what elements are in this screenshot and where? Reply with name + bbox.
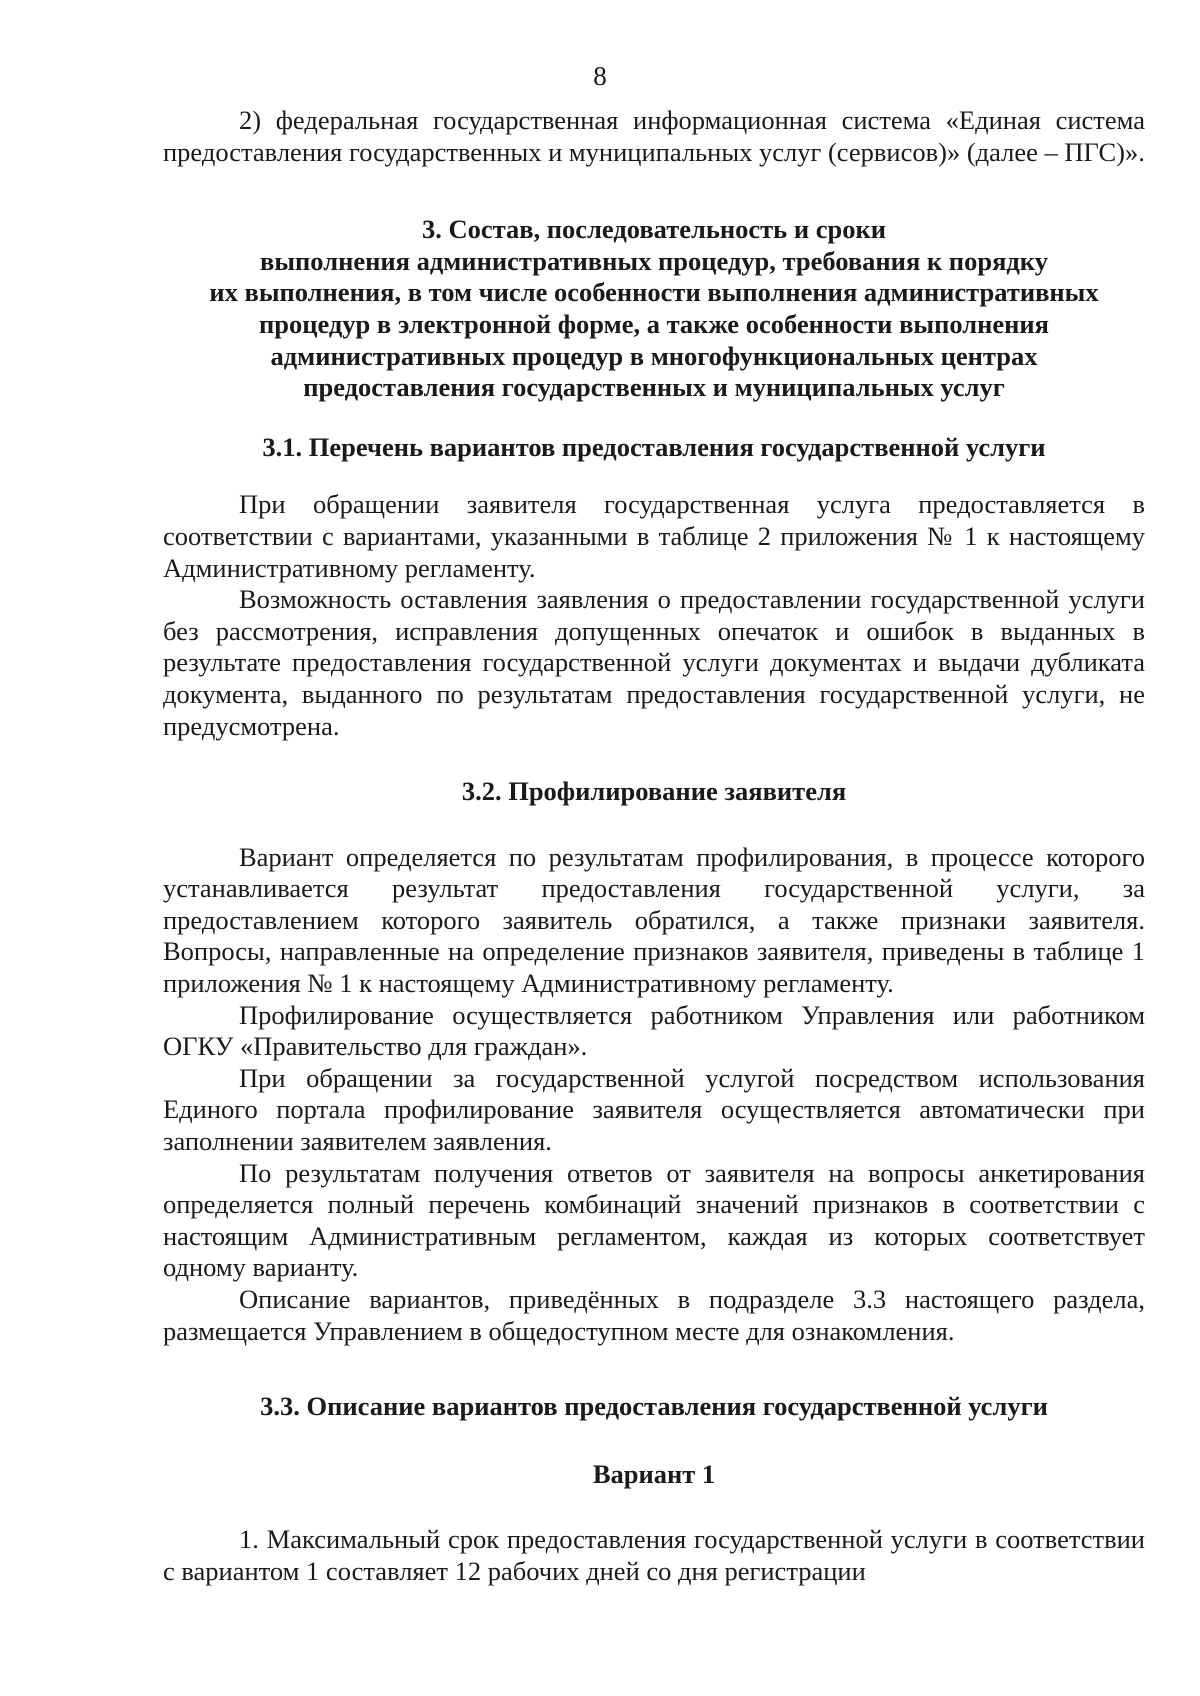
paragraph: Профилирование осуществляется работником Управления или работником ОГКУ «Правительство для граждан». (163, 999, 1145, 1062)
section-3-heading-line: процедур в электронной форме, а также особенности выполнения (258, 308, 1050, 339)
section-3-heading-line: административных процедур в многофункциональных центрах (270, 340, 1038, 371)
subsection-3-3-heading: 3.3. Описание вариантов предоставления государственной услуги (260, 1391, 1048, 1422)
variant-1-heading: Вариант 1 (592, 1458, 716, 1489)
subsection-3-1-heading: 3.1. Перечень вариантов предоставления государственной услуги (262, 431, 1046, 462)
paragraph: При обращении заявителя государственная услуга предоставляется в соответствии с вариантами, указанными в таблице 2 приложения № 1 к настоящему Административному регламенту. (163, 489, 1145, 583)
section-3-heading (163, 214, 1145, 404)
subsection-3-2-heading: 3.2. Профилирование заявителя (461, 776, 847, 807)
paragraph: При обращении за государственной услугой посредством использования Единого портала профилирование заявителя осуществляется автоматически при заполнении заявителем заявления. (163, 1062, 1145, 1157)
section-3-heading-line: 3. Состав, последовательность и сроки (421, 214, 886, 245)
section-3-heading-line: предоставления государственных и муниципальных услуг (303, 372, 1005, 403)
page-number: 8 (593, 61, 607, 91)
section-3-heading-line: их выполнения, в том числе особенности выполнения административных (209, 277, 1099, 308)
paragraph: Вариант определяется по результатам профилирования, в процессе которого устанавливается результат предоставления государственной услуги, за предоставлением которого заявитель обратился, а также признаки заявителя. Вопросы, направленные на определение признаков заявителя, приведены в таблице 1 приложения № 1 к настоящему Административному регламенту. (163, 841, 1145, 999)
document-body (163, 105, 1145, 1588)
paragraph: Возможность оставления заявления о предоставлении государственной услуги без рассмотрения, исправления допущенных опечаток и ошибок в выданных в результате предоставления государственной услуги документах и выдачи дубликата документа, выданного по результатам предоставления государственной услуги, не предусмотрена. (163, 584, 1145, 741)
paragraph: Описание вариантов, приведённых в подразделе 3.3 настоящего раздела, размещается Управлением в общедоступном месте для ознакомления. (163, 1284, 1145, 1346)
paragraph: По результатам получения ответов от заявителя на вопросы анкетирования определяется полный перечень комбинаций значений признаков в соответствии с настоящим Административным регламентом, каждая из которых соответствует одному варианту. (163, 1157, 1145, 1283)
paragraph: 1. Максимальный срок предоставления государственной услуги в соответствии с вариантом 1 составляет 12 рабочих дней со дня регистрации (163, 1524, 1145, 1586)
section-3-heading-line: выполнения административных процедур, требования к порядку (260, 245, 1048, 276)
intro-paragraph: 2) федеральная государственная информационная система «Единая система предоставления государственных и муниципальных услуг (сервисов)» (далее – ПГС)». (163, 105, 1145, 167)
